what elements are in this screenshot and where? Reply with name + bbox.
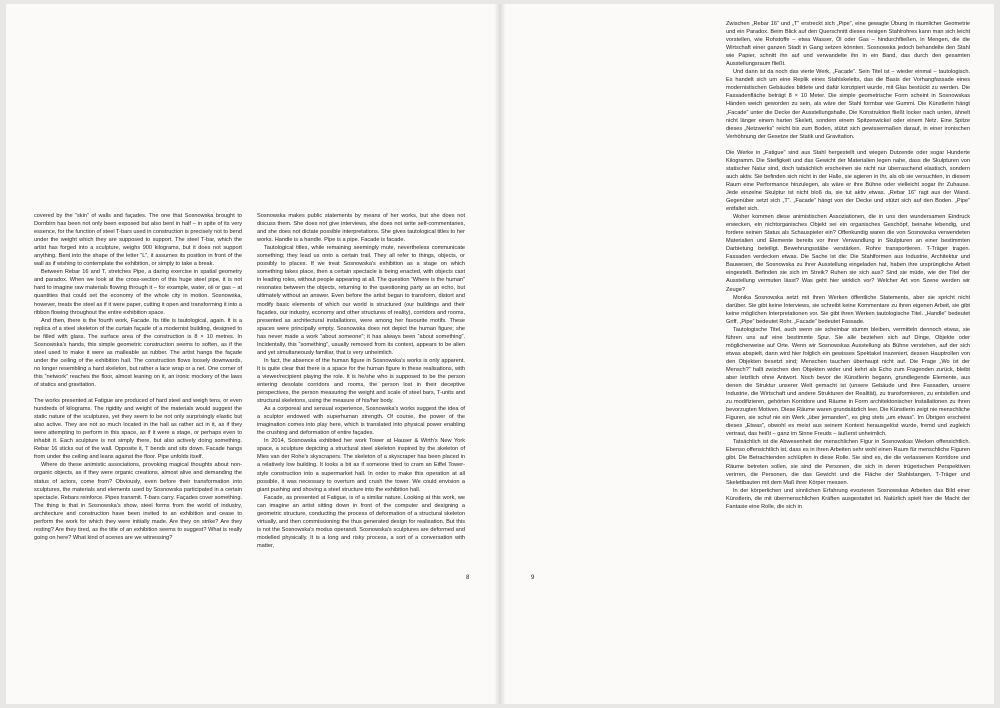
book-gutter bbox=[494, 4, 506, 704]
left-page-column-2 bbox=[257, 212, 465, 550]
paragraph: Tatsächlich ist die Abwesenheit der menschlichen Figur in Sosnowskas Werken offensichtlich. Ebenso offensichtlich ist, dass es in ihren Arbeiten sehr wohl einen Raum für menschliche Figuren gibt. Die Betrachtenden schlüpfen in diese Rolle. Sie sind es, die die verlassenen Korridore und Räume betreten sollen, sie sind die Personen, die sich in deren trügerischen Perspektiven verirren, die Personen, die das Gewicht und die Fläche der Stahlstangen, T-Träger und Skelettbauten mit dem Maß ihrer Körper messen. bbox=[726, 439, 970, 486]
paragraph: Between Rebar 16 and T, stretches Pipe, a daring exercise in spatial geometry and paradox. When we look at the cross-section of this huge steel pipe, it is not hard to imagine raw materials flowing through it – for example, water, oil or gas – at quantities that could set the economy of the whole city in motion. Sosnowska, however, treats the steel as if it were paper, cutting it open and transforming it into a ribbon flowing throughout the entire exhibition space. bbox=[34, 269, 242, 316]
paragraph: Sosnowska makes public statements by means of her works, but she does not discuss them. She does not give interviews, she does not write self-commentaries, and she does not dictate possible interpretations. She gives tautological titles to her works. Handle is a handle. Pipe is a pipe. Facade is facade. bbox=[257, 213, 465, 244]
paragraph: covered by the “skin” of walls and façades. The one that Sosnowska brought to Dornbirn has been not only been exposed but also bent in half – in spite of its very essence, for the function of steel T-bars used in construction is precisely not to bend under the weight which they are supposed to support. The steel T-bar, which the artist has forged into a sculpture, weighs 900 kilograms, but it does not support anything. Bent into the shape of the letter “L”, it assumes its position in front of the wall as if wishing to contemplate the exhibition, or simply to take a break. bbox=[34, 213, 242, 268]
right-page-column bbox=[726, 20, 970, 511]
paragraph: Woher kommen diese animistischen Assoziationen, die in uns den wundersamen Eindruck erwecken, ein nichtorganisches Objekt sei ein organisches Geschöpf, beinahe lebendig, und fordere seinen Status als Schauspieler ein? Offenkundig waren die von Sosnowska verwendeten Materialien und Elemente bereits vor ihrer Verwandlung in Skulpturen an einer bestimmten Darbietung beteiligt. Bewehrungsstäbe verstärken. Rohre transportieren. T-Träger tragen. Fassaden verdecken etwas. Die Sache ist die: Die Stahlformen aus Industrie, Architektur und Bauwesen, die Sosnowska zu ihrer Ausstellung eingeladen hat, haben ihre ursprüngliche Arbeit eingestellt. Befinden sie sich im Streik? Ruhen sie sich aus? Sind sie müde, wie der Titel der Ausstellung vermuten lässt? Was geht hier wirklich vor? Welcher Art von Szene werden wir Zeuge? bbox=[726, 214, 970, 293]
paragraph: Zwischen „Rebar 16“ und „T“ erstreckt sich „Pipe“, eine gewagte Übung in räumlicher Geometrie und ein Paradox. Beim Blick auf den Querschnitt dieses riesigen Stahlrohres kann man sich leicht vorstellen, wie Rohstoffe – etwa Wasser, Öl oder Gas – hindurchfließen, in Mengen, die die Wirtschaft einer ganzen Stadt in Gang setzen könnten. Sosnowska jedoch behandelte den Stahl wie Papier, schnitt ihn auf und verwandelte ihn in ein Band, das durch den gesamten Ausstellungsraum fließt. bbox=[726, 21, 970, 68]
paragraph: Tautological titles, while remaining seemingly mute, nevertheless communicate something; they lead us onto a certain trail. They all refer to things, objects, or possibly to places. If we treat Sosnowska's exhibition as a stage on which something takes place, then a certain spectacle is being enacted, with objects cast in leading roles, without people appearing at all. The question “Where is the human” resonates between the objects, returning to the questioning party as an echo, but ultimately without an answer. Even before the artist began to transform, distort and modify basic elements of which our world is structured (our buildings and their façades, our industry, economy and other structures of reality), corridors and rooms, presented as architectural installations, were among her favourite motifs. These spaces were principally empty. Sosnowska does not depict the human figure; she has never made a work “about someone”; it has always been “about something”. Incidentally, this “something”, usually removed from its context, appears to be alien and yet simultaneously familiar, that is very unheimlich. bbox=[257, 245, 465, 356]
paragraph: Tautologische Titel, auch wenn sie scheinbar stumm bleiben, vermitteln dennoch etwas, sie führen uns auf eine bestimmte Spur. Sie alle beziehen sich auf Dinge, Objekte oder möglicherweise auf Orte. Wenn wir Sosnowskas Ausstellung als Bühne verstehen, auf der sich etwas abspielt, dann wird hier folglich ein gewisses Spektakel inszeniert, dessen Hauptrollen von den Objekten besetzt sind; Menschen tauchen überhaupt nicht auf. Die Frage „Wo ist der Mensch?“ hallt zwischen den Objekten wider und kehrt als Echo zum Fragenden zurück, bleibt aber letztlich ohne Antwort. Noch bevor die Künstlerin begann, grundlegende Elemente, aus denen die Struktur unserer Welt gemacht ist (unsere Gebäude und ihre Fassaden, unsere Industrie, die Wirtschaft und andere Strukturen der Realität), zu transformieren, zu entstellen und zu modifizieren, gehörten Korridore und Räume in Form architektonischer Installationen zu ihren bevorzugten Motiven. Diese Räume waren grundsätzlich leer. Die Künstlerin zeigt nie menschliche Figuren, sie schuf nie ein Werk „über jemanden“, es ging stets „um etwas“. Im Übrigen erscheint dieses „Etwas“, obwohl es meist aus seinem Kontext herausgelöst wurde, fremd und zugleich vertraut, das heißt – ganz im Sinne Freuds – äußerst unheimlich. bbox=[726, 326, 970, 438]
paragraph: As a corporeal and sensual experience, Sosnowska's works suggest the idea of a sculptor endowed with superhuman strength. Of course, the power of the imagination comes into play here, which is translated into physical power enabling the crushing and deformation of entire façades. bbox=[257, 406, 465, 437]
paragraph: In 2014, Sosnowska exhibited her work Tower at Hauser & Wirth's New York space, a sculpture depicting a structural steel skeleton inspired by the skeleton of Mies van der Rohe's skyscrapers. The skeleton of a skyscraper has been placed in a relatively low building. It looks a bit as if someone tried to cram an Eiffel Tower-style construction into a supermarket hall. In order to make this operation at all possible, it was necessary to overturn and crush the tower. We could envision a giant pushing and shoving a steel structure into the exhibition hall. bbox=[257, 438, 465, 493]
paragraph: Monika Sosnowska setzt mit ihren Werken öffentliche Statements, aber sie spricht nicht darüber. Sie gibt keine Interviews, sie schreibt keine Kommentare zu ihren eigenen Arbeit, sie gibt keine möglichen Interpretationen vor. Sie gibt ihren Werken tautologische Titel. „Handle“ bedeutet Griff. „Pipe“ bedeutet Rohr. „Facade“ bedeutet Fassade. bbox=[726, 294, 970, 325]
paragraph: In fact, the absence of the human figure in Sosnowska's works is only apparent. It is quite clear that there is a space for the human figure in these realisations, with a viewer/recipient playing the role. It is he/she who is supposed to be the person entering desolate corridors and rooms, the person lost in their deceptive perspectives, the person measuring the weight and scale of steel bars, T-units and structural skeletons, using the measure of his/her body. bbox=[257, 357, 465, 405]
paragraph: The works presented at Fatigue are produced of hard steel and weigh tens, or even hundreds of kilograms. The rigidity and weight of the materials would suggest the static nature of the sculptures, yet they seem to be not only surprisingly elastic but also active. They are not so much located in the hall as rather act in it, as if they were attempting to perform in this space, as if it were a stage, or perhaps even to inhabit it. Each sculpture is not simply there, but also actively doing something. Rebar 16 sticks out of the wall. Opposite it, T bends and sits down. Facade hangs from under the ceiling and leans against the floor. Pipe unfolds itself. bbox=[34, 398, 242, 461]
paragraph: In der körperlichen und sinnlichen Erfahrung evozieren Sosnowskas Arbeiten das Bild einer Künstlerin, die mit übermenschlichen Kräften ausgestattet ist. Natürlich spielt hier die Macht der Fantasie eine Rolle, die sich in bbox=[726, 487, 970, 510]
paragraph: Where do these animistic associations, provoking magical thoughts about non-organic objects, as if they were organic creations, almost alive and demanding the status of actors, come from? Obviously, even before their transformation into sculptures, the materials and elements used by Sosnowska participated in a certain spectacle. Rebars reinforce. Pipes transmit. T-bars carry. Façades cover something. The thing is that in Sosnowska's show, steel forms from the world of industry, architecture and construction have been invited to an exhibition and cease to perform the work for which they were initially made. Are they on strike? Are they resting? Are they tired, as the title of an exhibition seems to suggest? What is really going on here? What kind of scenes are we witnessing? bbox=[34, 462, 242, 541]
paragraph: And then, there is the fourth work, Facade. Its title is tautological, again. It is a replica of a steel skeleton of the curtain façade of a modernist building, designed to be filled with glass. The surface area of the construction is 8 × 10 metres. In Sosnowska's hands, this simple geometric construction seems to soften, as if the steel used to make it were as malleable as rubber. The artist hangs the façade under the ceiling of the exhibition hall. The construction flows loosely downwards, no longer resembling a hard skeleton, but rather a lace wrap or a net. One corner of this “network” reaches the floor, almost leaning on it, an ironic mockery of the laws of statics and gravitation. bbox=[34, 317, 242, 388]
page-number-left: 8 bbox=[466, 575, 470, 581]
page-number-right: 9 bbox=[531, 575, 535, 581]
paragraph: Die Werke in „Fatigue“ sind aus Stahl hergestellt und wiegen Dutzende oder sogar Hunderte Kilogramm. Die Steifigkeit und das Gewicht der Materialien legen nahe, dass die Skulpturen von statischer Natur sind, doch tatsächlich erscheinen sie nicht nur überraschend elastisch, sondern auch aktiv. Sie befinden sich nicht in der Halle, sie agieren in ihr, als ob sie versuchten, in diesem Raum eine Performance hinzulegen, als wäre er ihre Bühne oder vielleicht sogar ihr Zuhause. Jede einzelne Skulptur ist nicht bloß da, sie tut aktiv etwas. „Rebar 16“ ragt aus der Wand. Gegenüber setzt sich „T“. „Facade“ hängt von der Decke und stützt sich auf den Boden. „Pipe“ entfaltet sich. bbox=[726, 149, 970, 213]
paragraph: Facade, as presented at Fatigue, is of a similar nature. Looking at this work, we can imagine an artist sitting down in front of the computer and designing a geometric structure, conducting the process of deformation of a structural skeleton virtually, and then commissioning the thus generated design for realisation. But this is not the Sosnowska's modus operandi. Sosnowska's sculptures are deformed and modelled physically. It is a long and risky process, a sort of a conversation with matter, bbox=[257, 494, 465, 549]
left-page-column-1 bbox=[34, 212, 242, 542]
paragraph: Und dann ist da noch das vierte Werk, „Facade“. Sein Titel ist – wieder einmal – tautologisch. Es handelt sich um eine Replik eines Stahlskeletts, das die Basis der Vorhangfassade eines modernistischen Gebäudes bildete und dafür konzipiert wurde, mit Glas bestückt zu werden. Die Fassadenfläche beträgt 8 × 10 Meter. Die simple geometrische Form scheint in Sosnowskas Händen weich geworden zu sein, als wäre der Stahl formbar wie Gummi. Die Künstlerin hängt „Facade“ unter die Decke der Ausstellungshalle. Die Konstruktion fließt locker nach unten, ähnelt nicht länger einem harten Skelett, sondern einem Spitzenwickel oder einem Netz. Eine Spitze dieses „Netzwerks“ reicht bis zum Boden, stützt sich gewissermaßen darauf, in einer ironischen Verhöhnung der Gesetze der Statik und Gravitation. bbox=[726, 69, 970, 140]
